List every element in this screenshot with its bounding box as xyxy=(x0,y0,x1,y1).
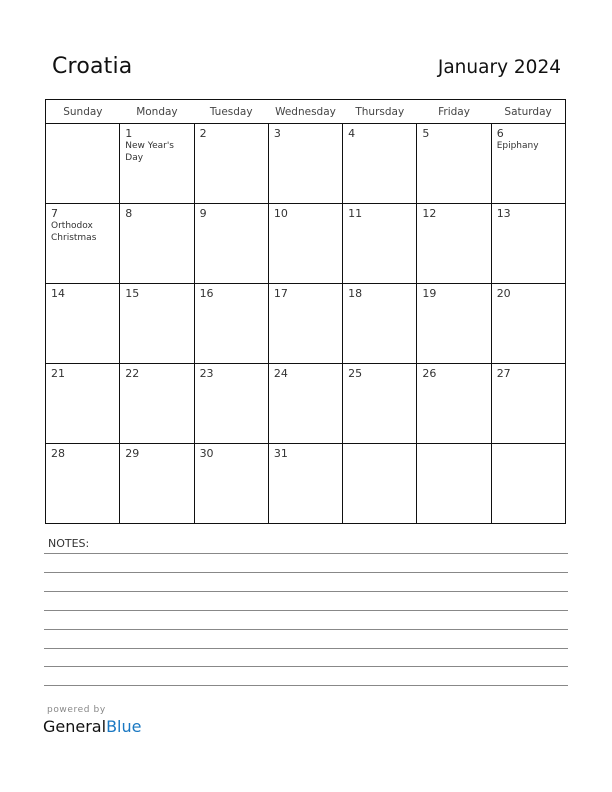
day-cell xyxy=(194,204,268,284)
day-number: 30 xyxy=(199,447,214,460)
day-number: 16 xyxy=(199,287,214,300)
week-row xyxy=(46,444,566,524)
day-number: 7 xyxy=(51,207,58,220)
brand-blue: Blue xyxy=(106,717,142,736)
day-number: 31 xyxy=(273,447,288,460)
day-number: 5 xyxy=(422,127,430,140)
day-cell xyxy=(46,284,120,364)
day-cell xyxy=(343,444,417,524)
day-number: 20 xyxy=(496,287,511,300)
day-cell xyxy=(120,444,194,524)
day-cell xyxy=(120,364,194,444)
day-number: 12 xyxy=(422,207,437,220)
day-number: 2 xyxy=(199,127,207,140)
day-number: 9 xyxy=(199,207,207,220)
notes-label: NOTES: xyxy=(48,537,90,550)
day-number: 21 xyxy=(51,367,65,380)
day-number: 6 xyxy=(496,127,504,140)
day-number: 22 xyxy=(125,367,140,380)
weekday-thursday: Thursday xyxy=(343,100,417,124)
note-line xyxy=(44,553,568,554)
powered-by-text: powered by xyxy=(47,705,106,715)
day-cell xyxy=(491,284,565,364)
day-cell xyxy=(491,444,565,524)
note-line xyxy=(44,572,568,573)
day-cell xyxy=(46,444,120,524)
day-number: 18 xyxy=(348,287,363,300)
note-line xyxy=(44,666,568,667)
day-number: 15 xyxy=(125,287,140,300)
day-cell xyxy=(343,364,417,444)
day-number: 1 xyxy=(125,127,133,140)
day-number: 17 xyxy=(273,287,288,300)
day-cell xyxy=(417,284,491,364)
note-line xyxy=(44,629,568,630)
country-title: Croatia xyxy=(52,54,133,79)
holiday-label: Epiphany xyxy=(496,141,539,151)
weekday-tuesday: Tuesday xyxy=(194,100,268,124)
weekday-monday: Monday xyxy=(120,100,194,124)
day-number: 25 xyxy=(348,367,363,380)
week-row xyxy=(46,124,566,204)
weekday-saturday: Saturday xyxy=(491,100,565,124)
day-number: 24 xyxy=(273,367,288,380)
day-number: 19 xyxy=(422,287,437,300)
note-line xyxy=(44,591,568,592)
day-cell xyxy=(268,444,342,524)
day-cell xyxy=(194,124,268,204)
day-cell xyxy=(417,444,491,524)
day-cell xyxy=(343,284,417,364)
day-cell xyxy=(194,284,268,364)
holiday-label: New Year's Day xyxy=(125,141,174,163)
day-number: 3 xyxy=(273,127,281,140)
day-number: 10 xyxy=(273,207,288,220)
day-number: 8 xyxy=(125,207,133,220)
note-line xyxy=(44,610,568,611)
day-cell xyxy=(343,204,417,284)
day-cell xyxy=(194,364,268,444)
day-cell xyxy=(491,124,565,204)
week-row xyxy=(46,284,566,364)
day-cell xyxy=(120,124,194,204)
day-cell xyxy=(120,284,194,364)
day-number: 11 xyxy=(348,207,363,220)
day-number: 14 xyxy=(51,287,65,300)
day-cell xyxy=(417,204,491,284)
weekday-wednesday: Wednesday xyxy=(268,100,342,124)
day-cell xyxy=(268,284,342,364)
day-number: 13 xyxy=(496,207,511,220)
day-cell xyxy=(268,204,342,284)
week-row xyxy=(46,204,566,284)
day-cell xyxy=(46,204,120,284)
day-number: 27 xyxy=(496,367,511,380)
day-cell xyxy=(343,124,417,204)
day-cell xyxy=(120,204,194,284)
calendar-grid xyxy=(45,99,566,524)
day-number: 29 xyxy=(125,447,140,460)
day-cell xyxy=(46,124,120,204)
brand-general: General xyxy=(43,717,107,736)
note-line xyxy=(44,648,568,649)
day-cell xyxy=(268,124,342,204)
day-cell xyxy=(417,124,491,204)
week-row xyxy=(46,364,566,444)
note-line xyxy=(44,685,568,686)
holiday-label: Orthodox Christmas xyxy=(51,221,97,243)
weekday-header-row xyxy=(46,100,566,124)
day-cell xyxy=(268,364,342,444)
day-number: 26 xyxy=(422,367,437,380)
generalblue-logo xyxy=(43,717,141,736)
day-cell xyxy=(491,364,565,444)
day-number: 28 xyxy=(51,447,65,460)
day-number: 4 xyxy=(348,127,356,140)
weekday-sunday: Sunday xyxy=(46,100,120,124)
weekday-friday: Friday xyxy=(417,100,491,124)
day-cell xyxy=(46,364,120,444)
day-number: 23 xyxy=(199,367,214,380)
month-year-title: January 2024 xyxy=(437,57,561,78)
day-cell xyxy=(491,204,565,284)
day-cell xyxy=(417,364,491,444)
day-cell xyxy=(194,444,268,524)
